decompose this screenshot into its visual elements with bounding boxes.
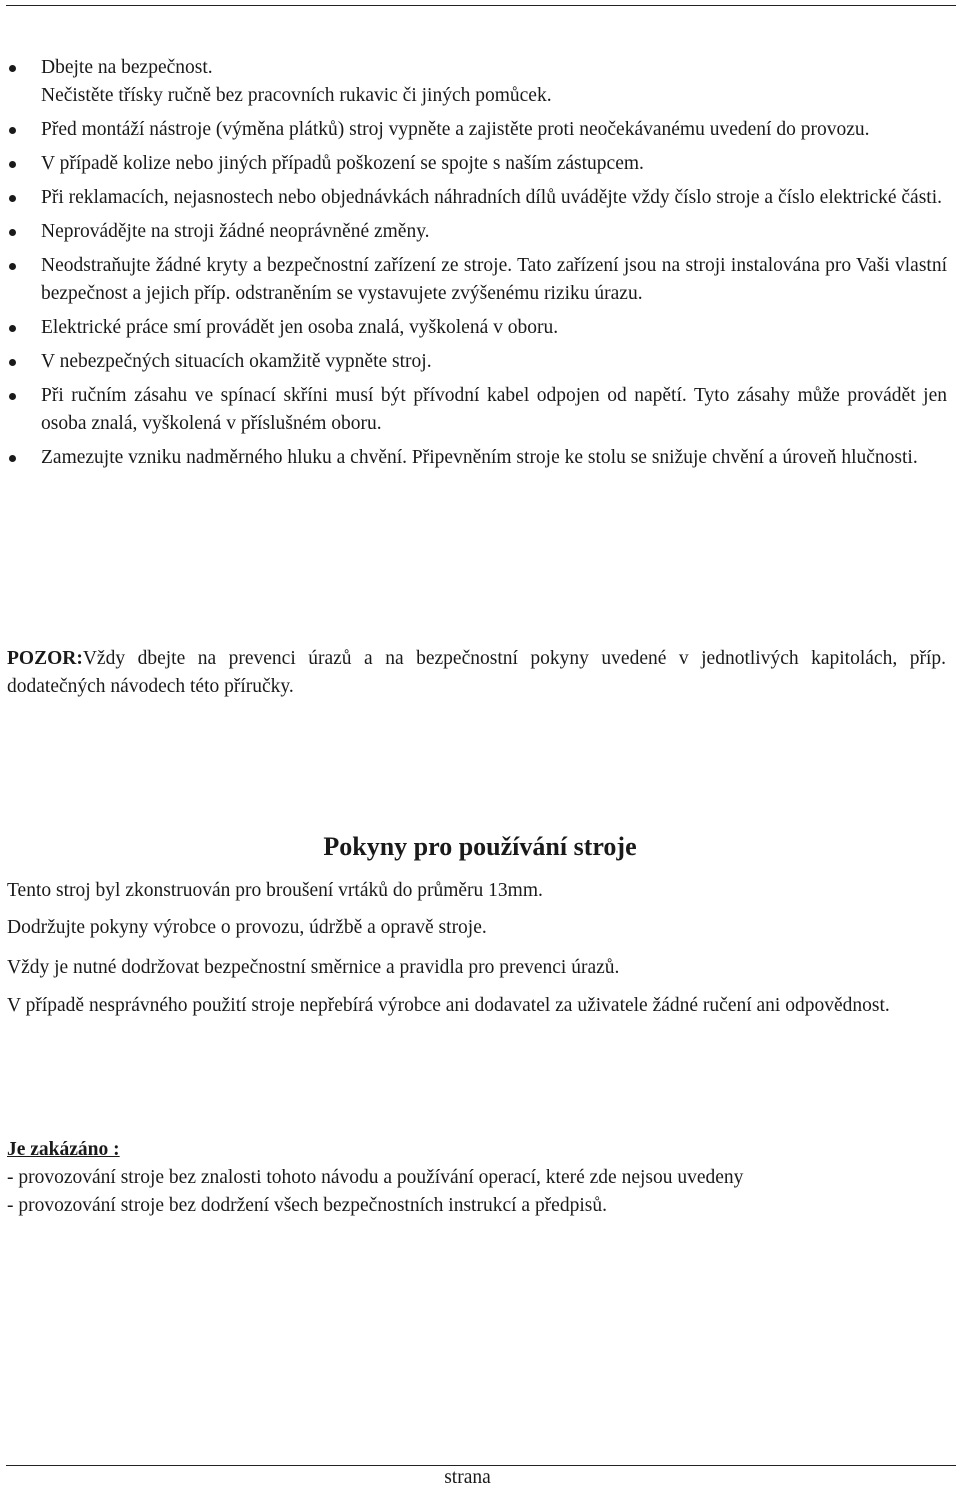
bullet-icon — [9, 325, 16, 332]
list-item: Zamezujte vzniku nadměrného hluku a chvění. Připevněním stroje ke stolu se snižuje chvění a úroveň hlučnosti. — [0, 444, 960, 472]
usage-heading: Pokyny pro používání stroje — [323, 832, 637, 861]
bullet-icon — [9, 263, 16, 270]
prohibited-item: - provozování stroje bez dodržení všech bezpečnostních instrukcí a předpisů. — [7, 1195, 607, 1216]
usage-paragraph: Dodržujte pokyny výrobce o provozu, údržbě a opravě stroje. — [7, 917, 487, 938]
pozor-paragraph — [7, 645, 946, 701]
bullet-icon — [9, 359, 16, 366]
list-item: Dbejte na bezpečnost. Nečistěte třísky ručně bez pracovních rukavic či jiných pomůcek. — [0, 54, 960, 110]
pozor-label: POZOR: — [7, 648, 83, 669]
bullet-icon — [9, 455, 16, 462]
prohibited-title: Je zakázáno : — [7, 1139, 120, 1160]
footer-rule — [6, 1465, 956, 1466]
list-item: Neodstraňujte žádné kryty a bezpečnostní zařízení ze stroje. Tato zařízení jsou na stroji instalována pro Vaši vlastní bezpečnost a jejich příp. odstraněním se vystavujete zvýšenému riziku úrazu. — [0, 252, 960, 308]
page-footer: strana — [444, 1467, 491, 1488]
list-item: Při ručním zásahu ve spínací skříni musí být přívodní kabel odpojen od napětí. Tyto zásahy může provádět jen osoba znalá, vyškolená v příslušném oboru. — [0, 382, 960, 438]
usage-paragraph: Vždy je nutné dodržovat bezpečnostní směrnice a pravidla pro prevenci úrazů. — [7, 957, 620, 978]
list-item: Při reklamacích, nejasnostech nebo objednávkách náhradních dílů uvádějte vždy číslo stroje a číslo elektrické části. — [0, 184, 960, 212]
list-item: V nebezpečných situacích okamžitě vypněte stroj. — [0, 348, 960, 376]
list-item: Neprovádějte na stroji žádné neoprávněné změny. — [0, 218, 960, 246]
safety-bullet-list — [0, 54, 960, 478]
bullet-icon — [9, 195, 16, 202]
prohibited-item: - provozování stroje bez znalosti tohoto návodu a používání operací, které zde nejsou uvedeny — [7, 1167, 744, 1188]
bullet-icon — [9, 393, 16, 400]
pozor-text: Vždy dbejte na prevenci úrazů a na bezpečnostní pokyny uvedené v jednotlivých kapitolách, příp. dodatečných návodech této příručky. — [7, 648, 946, 697]
bullet-icon — [9, 65, 16, 72]
bullet-icon — [9, 161, 16, 168]
list-item: V případě kolize nebo jiných případů poškození se spojte s naším zástupcem. — [0, 150, 960, 178]
prohibited-section — [7, 1136, 946, 1220]
bullet-icon — [9, 229, 16, 236]
usage-paragraph: V případě nesprávného použití stroje nepřebírá výrobce ani dodavatel za uživatele žádné ručení ani odpovědnost. — [7, 995, 890, 1016]
list-item: Před montáží nástroje (výměna plátků) stroj vypněte a zajistěte proti neočekávanému uvedení do provozu. — [0, 116, 960, 144]
list-item: Elektrické práce smí provádět jen osoba znalá, vyškolená v oboru. — [0, 314, 960, 342]
bullet-icon — [9, 127, 16, 134]
usage-paragraph: Tento stroj byl zkonstruován pro broušení vrtáků do průměru 13mm. — [7, 880, 543, 901]
header-rule — [6, 5, 956, 6]
